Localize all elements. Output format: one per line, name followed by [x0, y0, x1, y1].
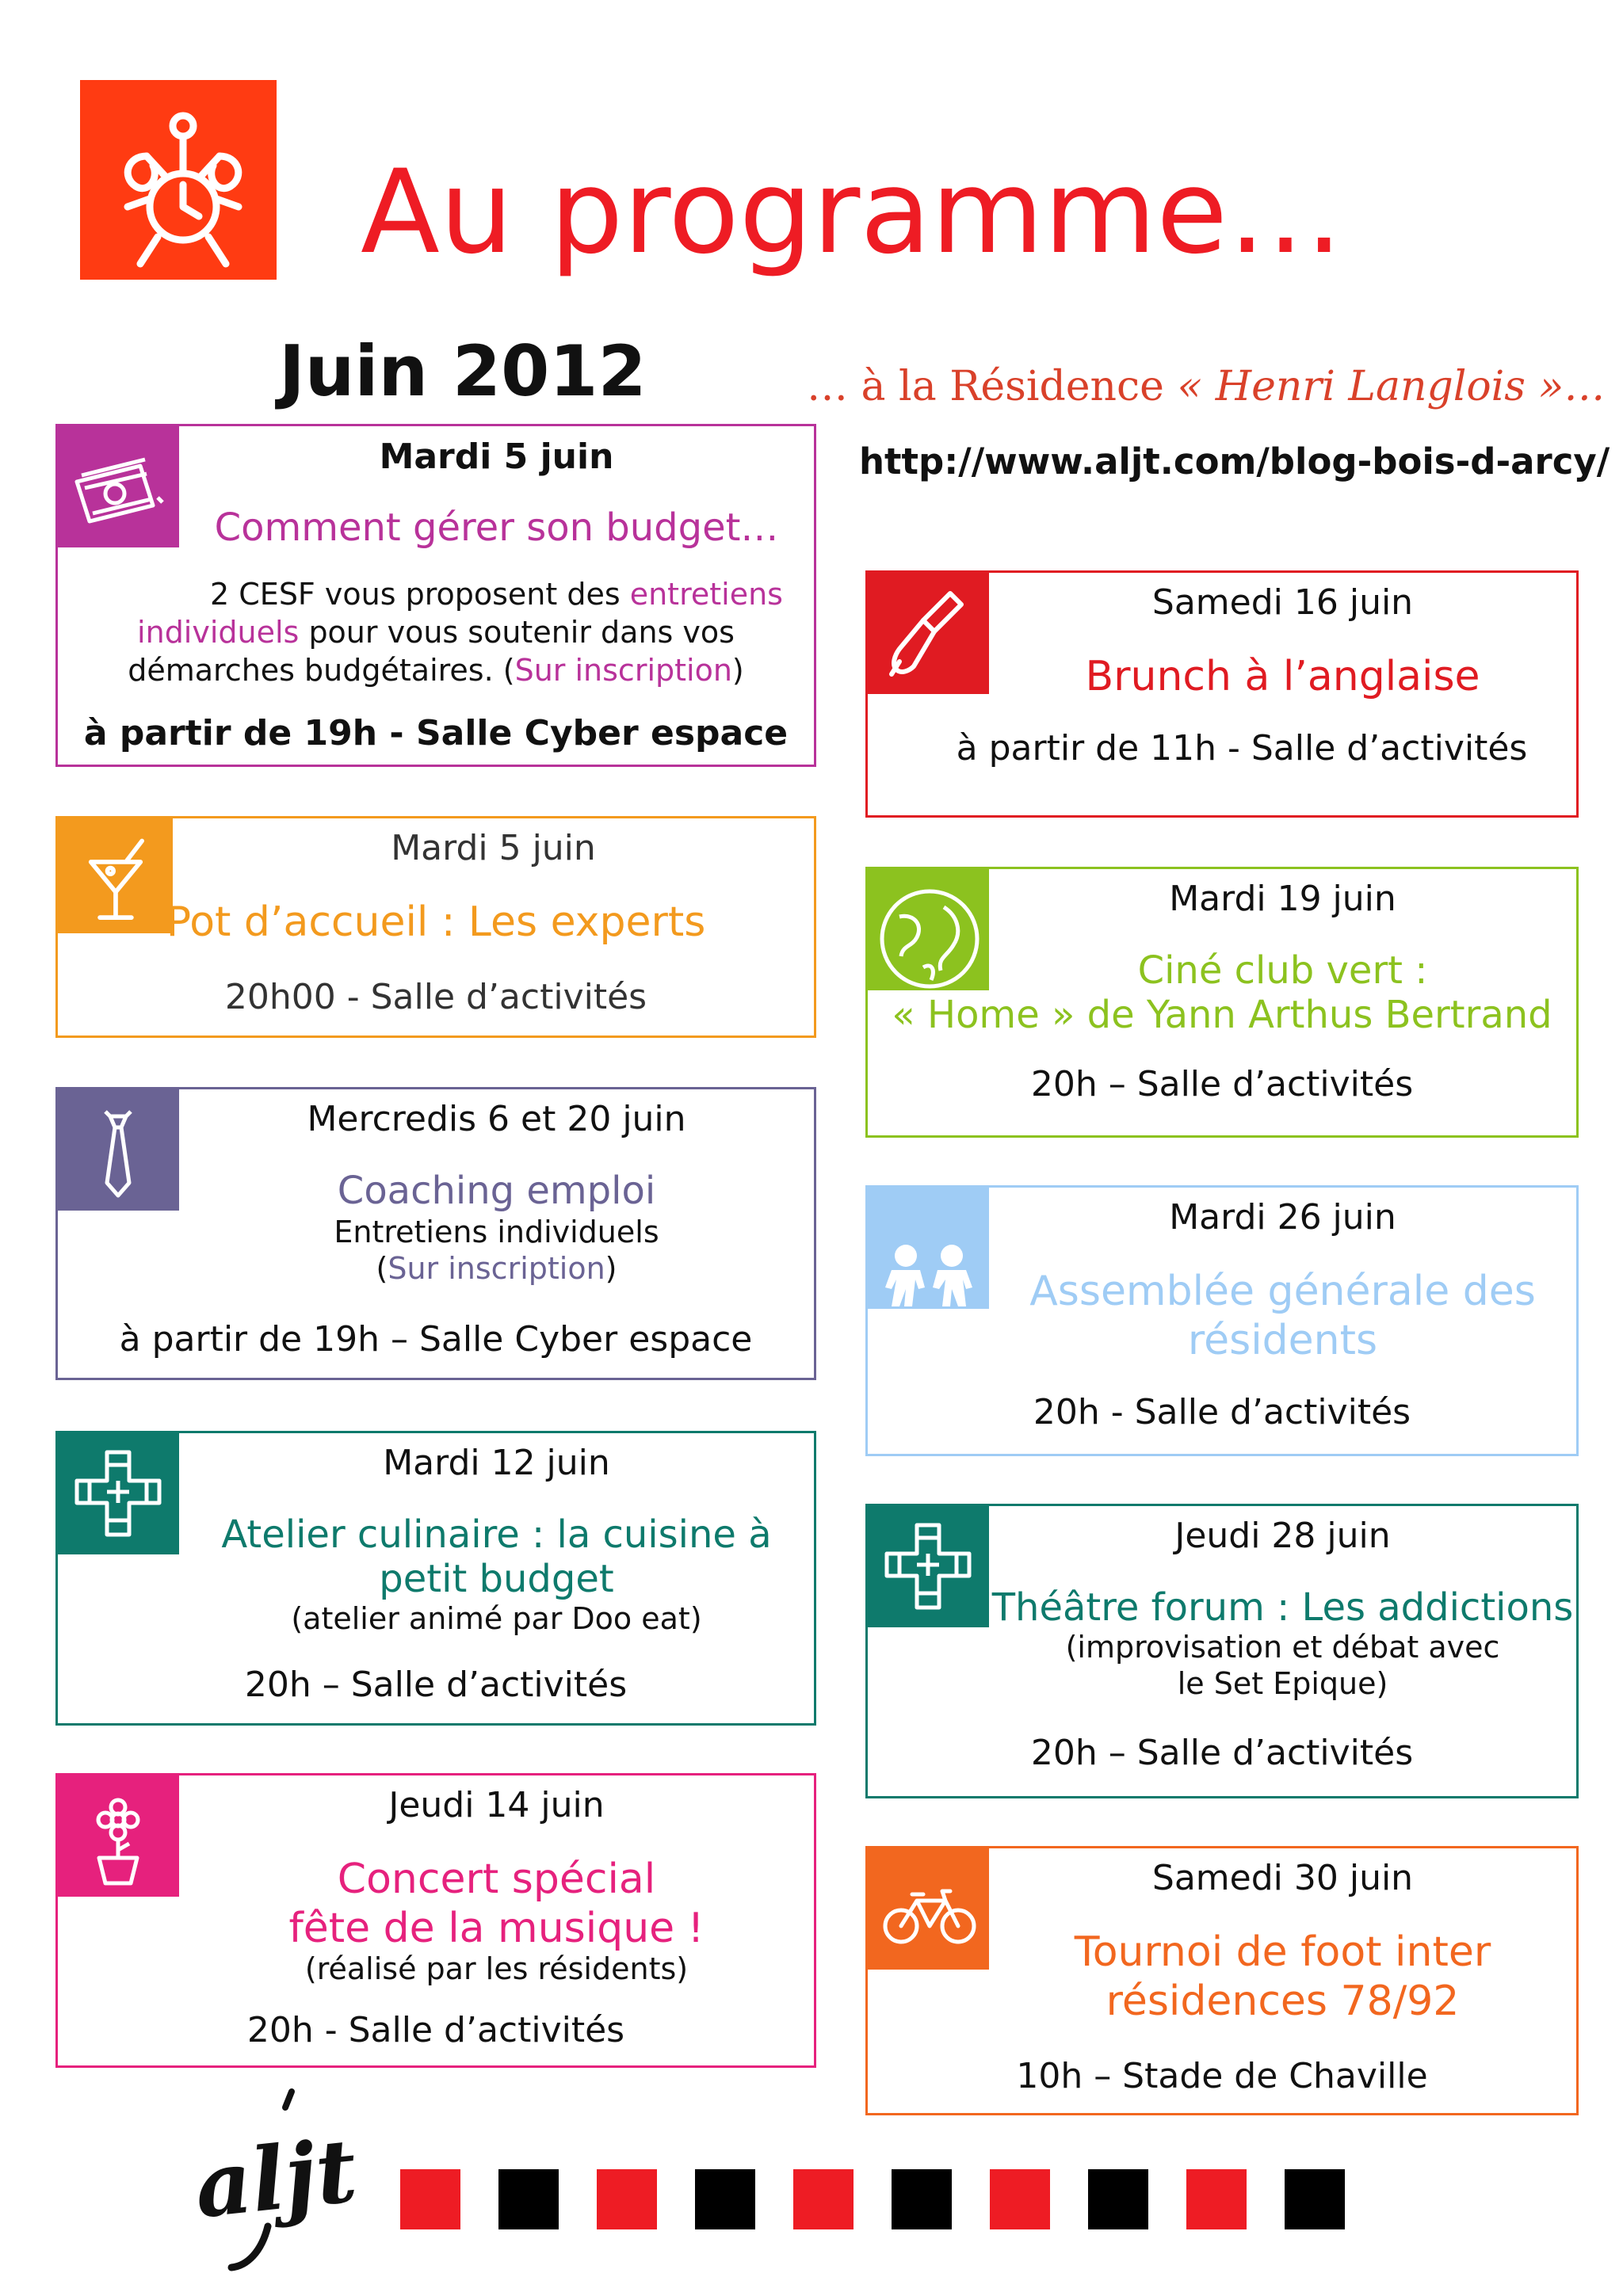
event-date: Mercredis 6 et 20 juin: [307, 1099, 686, 1139]
event-card-concert: [55, 1773, 816, 2068]
event-title: résidents: [1187, 1317, 1378, 1364]
decorative-square: [892, 2169, 952, 2229]
flower-icon: [58, 1775, 179, 1897]
event-title: Ciné club vert :: [1137, 948, 1428, 993]
description-text: 2 CESF vous proposent des: [210, 577, 630, 612]
event-title: fête de la musique !: [288, 1905, 705, 1952]
bike-icon: [868, 1848, 989, 1970]
tie-icon: [58, 1089, 179, 1211]
decorative-square: [1285, 2169, 1345, 2229]
event-subtitle: (improvisation et débat avec: [1065, 1630, 1500, 1665]
event-card-assemblee: [865, 1185, 1579, 1456]
people-icon: [868, 1188, 989, 1309]
subtitle-text: ): [605, 1251, 617, 1286]
event-date: Mardi 19 juin: [1169, 879, 1396, 919]
event-title: résidences 78/92: [1106, 1978, 1460, 2025]
event-subtitle: (réalisé par les résidents): [304, 1951, 689, 1986]
event-title: Théâtre forum : Les addictions: [991, 1585, 1574, 1630]
page-title: Au programme…: [361, 145, 1344, 280]
event-title: petit budget: [379, 1557, 614, 1601]
decorative-square: [597, 2169, 657, 2229]
event-card-budget: [55, 424, 816, 767]
globe-icon: [868, 869, 989, 990]
residence-subtitle: [807, 363, 1606, 410]
event-info: à partir de 19h – Salle Cyber espace: [119, 1319, 753, 1360]
event-title: Assemblée générale des: [1029, 1268, 1536, 1315]
money-icon: [58, 426, 179, 547]
event-card-foot: [865, 1846, 1579, 2115]
event-title: Tournoi de foot inter: [1074, 1928, 1491, 1976]
aljt-logo: [189, 2076, 361, 2274]
event-title: « Home » de Yann Arthus Bertrand: [892, 993, 1552, 1037]
event-description-line: [58, 615, 814, 651]
event-date: Mardi 12 juin: [383, 1443, 610, 1483]
event-card-cine: [865, 867, 1579, 1138]
event-date: Samedi 16 juin: [1151, 582, 1414, 623]
event-date: Jeudi 14 juin: [388, 1785, 605, 1825]
spatula-icon: [868, 573, 989, 694]
decorative-square: [498, 2169, 559, 2229]
event-date: Mardi 26 juin: [1169, 1197, 1396, 1238]
cross-icon: [868, 1506, 989, 1627]
decorative-square: [1186, 2169, 1247, 2229]
description-highlight: entretiens: [629, 577, 783, 612]
description-highlight: individuels: [137, 615, 300, 650]
description-text: ): [731, 653, 744, 688]
event-title: Coaching emploi: [337, 1169, 656, 1213]
event-card-brunch: [865, 570, 1579, 818]
event-card-coaching: [55, 1087, 816, 1380]
subtitle-text: (: [376, 1251, 388, 1286]
event-title: Atelier culinaire : la cuisine à: [221, 1512, 772, 1557]
event-title: Pot d’accueil : Les experts: [166, 898, 706, 946]
event-date: Mardi 5 juin: [379, 437, 614, 477]
event-subtitle: (atelier animé par Doo eat): [291, 1601, 702, 1636]
event-date: Jeudi 28 juin: [1174, 1516, 1391, 1556]
event-description-line: [58, 653, 814, 689]
month-heading: Juin 2012: [279, 330, 647, 412]
logo-icon: [80, 80, 277, 280]
decorative-square: [793, 2169, 854, 2229]
event-info: à partir de 19h - Salle Cyber espace: [83, 713, 789, 753]
event-subtitle: [179, 1251, 814, 1287]
event-info: 20h – Salle d’activités: [1030, 1064, 1414, 1104]
decorative-square: [990, 2169, 1050, 2229]
event-subtitle: Entretiens individuels: [334, 1215, 659, 1249]
decorative-square: [400, 2169, 460, 2229]
event-info: 20h – Salle d’activités: [1030, 1733, 1414, 1773]
event-info: 20h - Salle d’activités: [1033, 1392, 1411, 1432]
subtitle-highlight: Sur inscription: [388, 1251, 605, 1286]
event-card-theatre: [865, 1504, 1579, 1798]
event-title: Comment gérer son budget…: [214, 505, 779, 550]
event-card-culinaire: [55, 1431, 816, 1726]
event-info: 20h00 - Salle d’activités: [224, 977, 647, 1017]
event-date: Samedi 30 juin: [1151, 1858, 1414, 1898]
event-info: 20h – Salle d’activités: [244, 1665, 628, 1705]
residence-prefix: … à la Résidence: [807, 363, 1178, 410]
event-title: Concert spécial: [337, 1855, 656, 1903]
description-text: pour vous soutenir dans vos: [299, 615, 735, 650]
event-info: 10h – Stade de Chaville: [1016, 2056, 1428, 2096]
event-subtitle: le Set Epique): [1177, 1666, 1388, 1701]
event-title: Brunch à l’anglaise: [1085, 653, 1480, 700]
blog-url[interactable]: http://www.aljt.com/blog-bois-d-arcy/: [859, 441, 1610, 482]
event-info: à partir de 11h - Salle d’activités: [956, 728, 1528, 769]
residence-name: « Henri Langlois »…: [1177, 363, 1606, 410]
aljt-logo-text: aljt: [189, 2119, 361, 2238]
decorative-square: [1088, 2169, 1148, 2229]
event-date: Mardi 5 juin: [391, 828, 596, 868]
event-description-line: [179, 577, 814, 613]
event-info: 20h - Salle d’activités: [246, 2010, 625, 2050]
decorative-square: [695, 2169, 755, 2229]
description-highlight: Sur inscription: [514, 653, 732, 688]
event-card-accueil: [55, 816, 816, 1038]
description-text: démarches budgétaires. (: [128, 653, 515, 688]
cross-icon: [58, 1433, 179, 1554]
